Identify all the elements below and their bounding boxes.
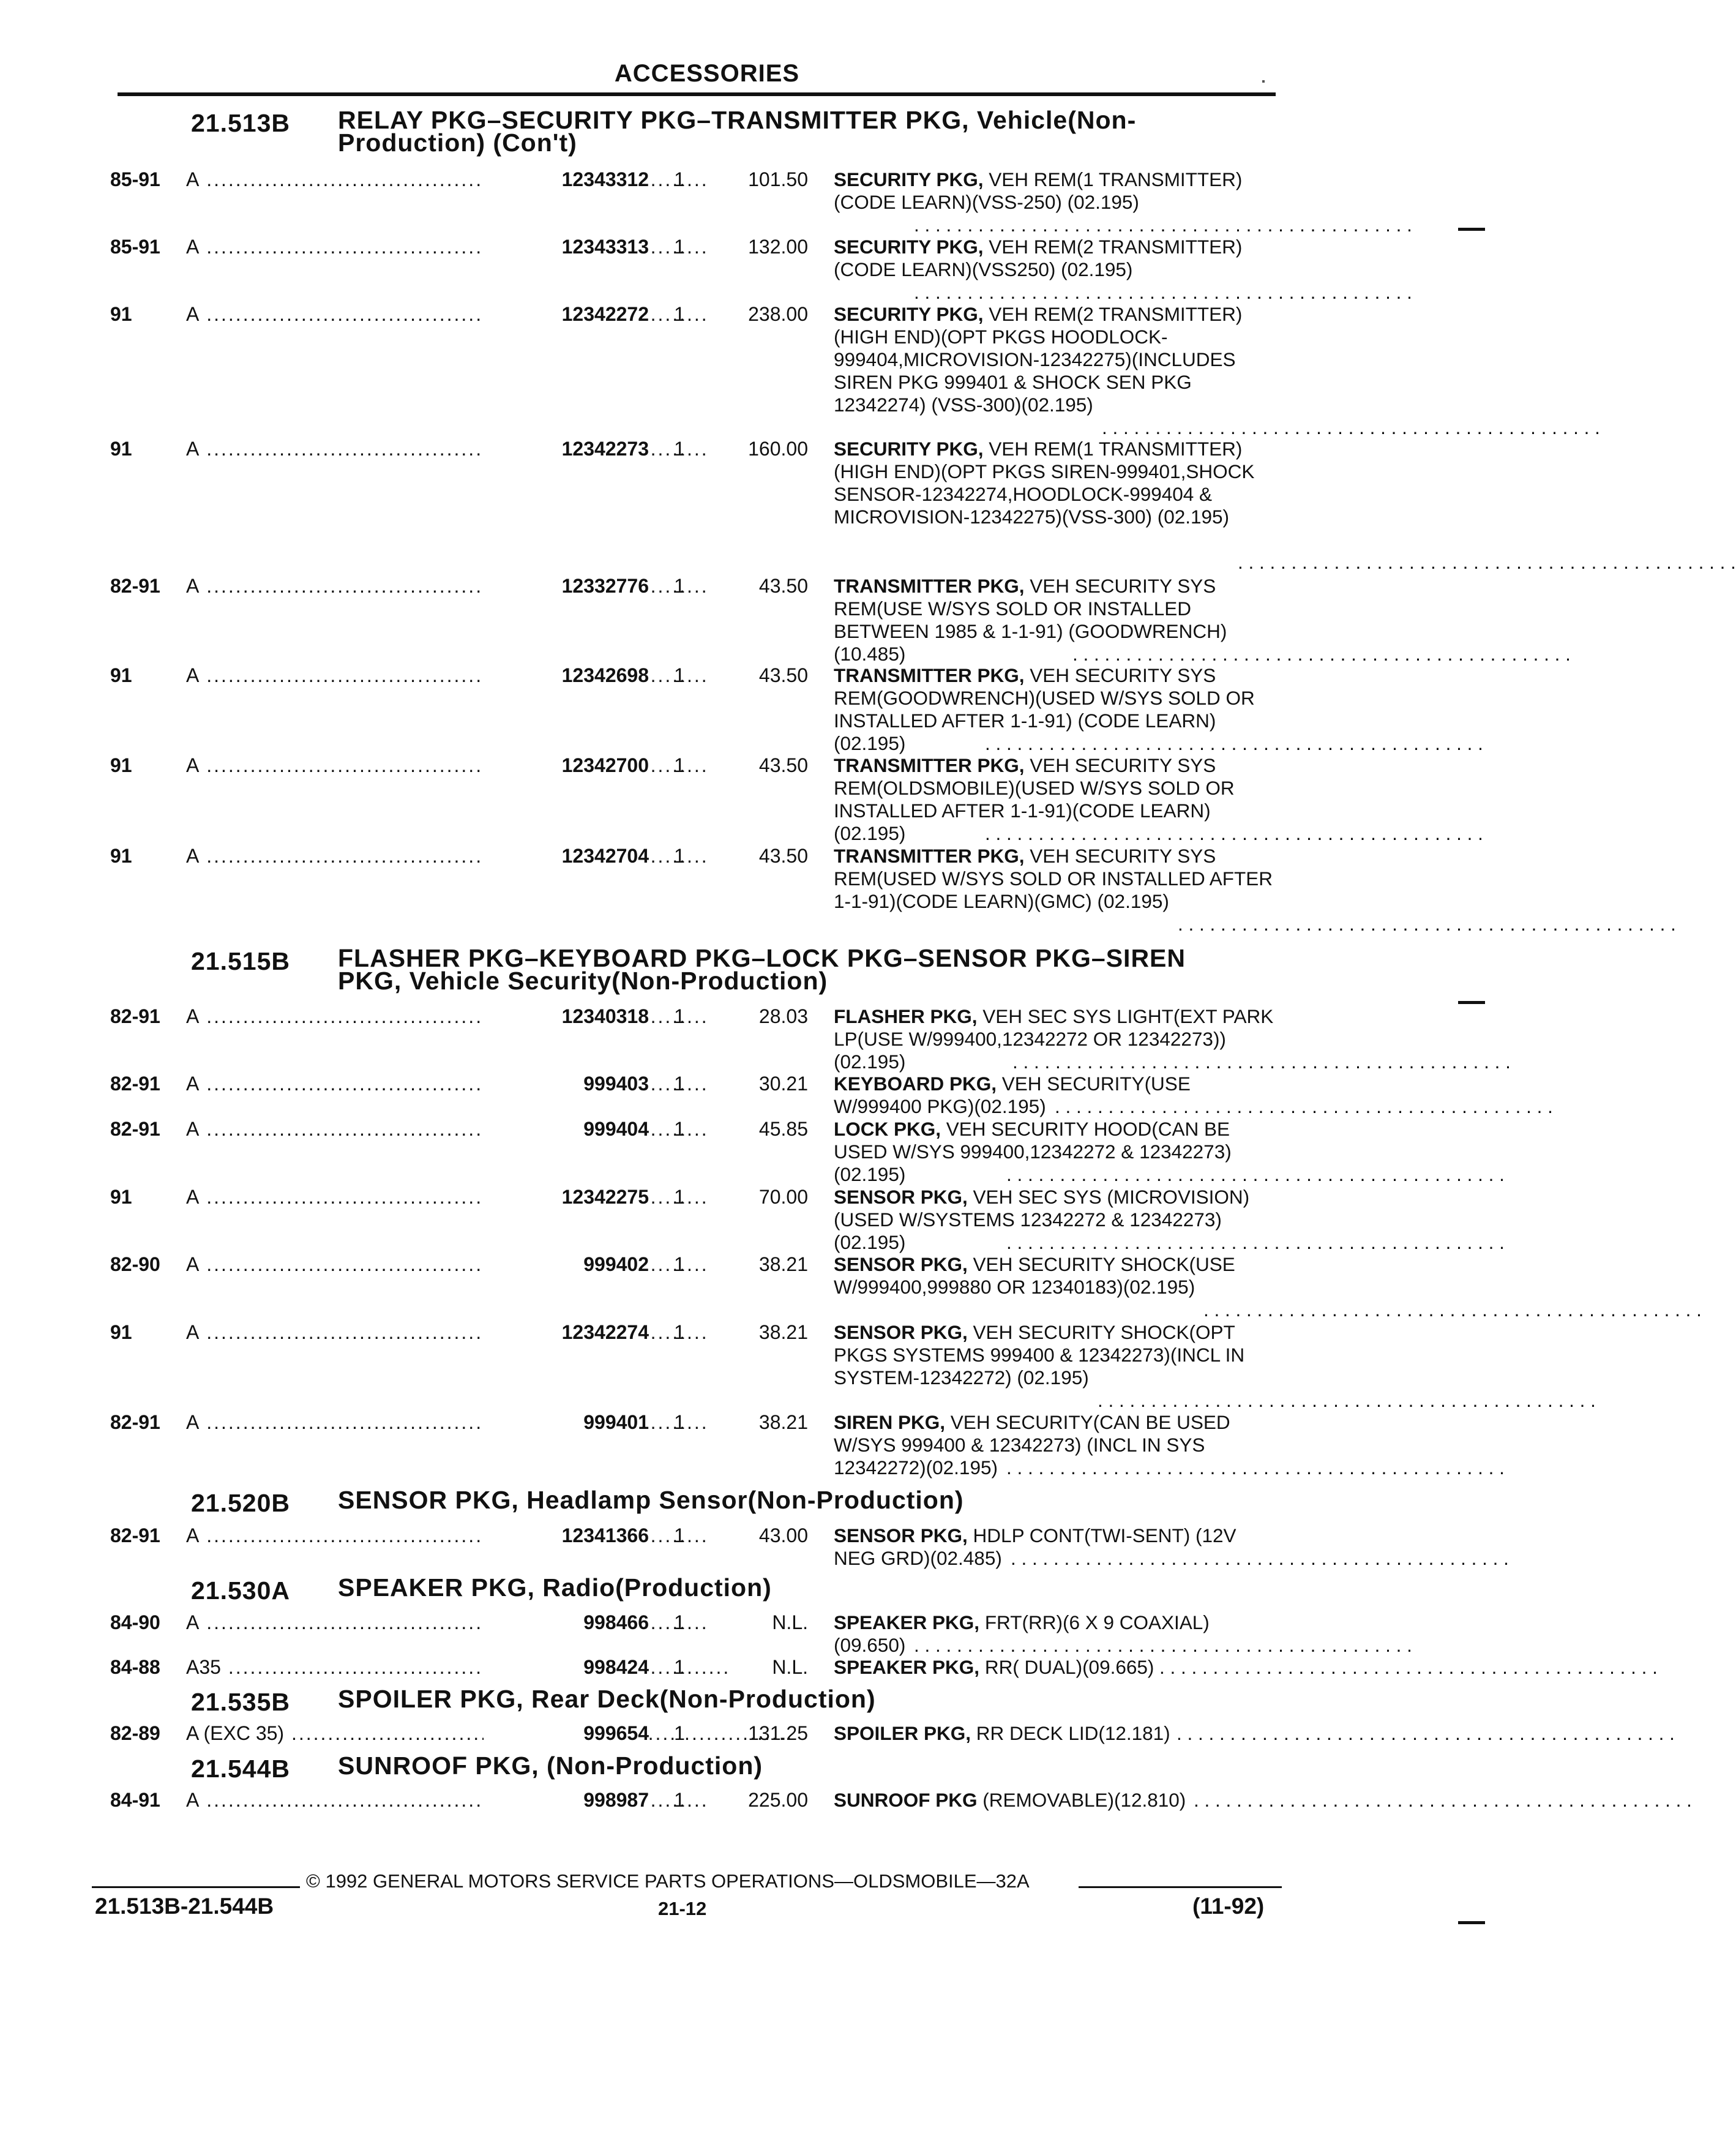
price: N.L.: [772, 1611, 808, 1633]
quantity: 1: [674, 1186, 685, 1208]
description-text: VEH SEC SYS (MICROVISION)(USED W/SYSTEMS 12342272 & 12342273)(02.195): [834, 1186, 1250, 1253]
model-years: 82-91: [110, 1524, 160, 1546]
model-code: A .....: [186, 1073, 517, 1095]
description-text: VEH SECURITY SHOCK(USE W/999400,999880 OR 12340183)(02.195): [834, 1253, 1235, 1298]
part-description: [834, 303, 1274, 416]
model-years: 84-91: [110, 1789, 160, 1811]
dot-leader: . . . . . . . . . . . . . . . . . . . . . . . . . . . . . . . . . . . . . . . . . . . . . . .: [1159, 1656, 1658, 1678]
part-number: 12341366: [484, 1524, 649, 1547]
description-keyword: KEYBOARD PKG,: [834, 1073, 997, 1095]
footer-revision-date: (11-92): [1192, 1894, 1265, 1919]
model-code: A35 .....: [186, 1656, 517, 1679]
description-text: VEH SECURITY SYS REM(GOODWRENCH)(USED W/SYS SOLD OR INSTALLED AFTER 1-1-91) (CODE LEARN)(02.195): [834, 664, 1255, 754]
model-years: 84-90: [110, 1611, 160, 1633]
model-years: 91: [110, 1321, 132, 1343]
section-code: 21.535B: [191, 1688, 291, 1716]
revision-mark: [1458, 1001, 1485, 1004]
part-number: 12342704: [484, 845, 649, 868]
model-years: 91: [110, 754, 132, 776]
description-text: VEH REM(1 TRANSMITTER)(HIGH END)(OPT PKGS SIREN-999401,SHOCK SENSOR-12342274,HOODLOCK-999404 & MICROVISION-12342275)(VSS-300) (02.195): [834, 438, 1255, 528]
model-years: 91: [110, 438, 132, 460]
part-number: 998424: [484, 1656, 649, 1679]
description-text: RR DECK LID(12.181): [971, 1722, 1170, 1744]
part-number: 12342275: [484, 1186, 649, 1209]
description-text: FRT(RR)(6 X 9 COAXIAL) (09.650): [834, 1611, 1210, 1656]
model-years: 91: [110, 845, 132, 867]
model-code: A .....: [186, 754, 517, 777]
quantity: 1: [674, 1411, 685, 1433]
section-title: SENSOR PKG, Headlamp Sensor(Non-Production): [338, 1486, 964, 1514]
model-code: A .....: [186, 1253, 517, 1276]
model-years: 85-91: [110, 168, 160, 190]
model-code: A .....: [186, 438, 517, 460]
quantity: 1: [674, 1656, 685, 1678]
dot-leader: . . . . . . . . . . . . . . . . . . . . . . . . . . . . . . . . . . . . . . . . . . . . . . .: [914, 214, 1412, 236]
section-code: 21.530A: [191, 1576, 291, 1605]
part-description: [834, 438, 1274, 528]
description-keyword: SENSOR PKG,: [834, 1321, 968, 1343]
description-keyword: SUNROOF PKG: [834, 1789, 978, 1811]
description-keyword: TRANSMITTER PKG,: [834, 754, 1025, 776]
dot-leader: . . . . . . . . . . . . . . . . . . . . . . . . . . . . . . . . . . . . . . . . . . . . . . .: [1102, 416, 1600, 438]
page-title: ACCESSORIES: [614, 60, 800, 87]
section-code: 21.544B: [191, 1755, 291, 1783]
description-text: VEH REM(2 TRANSMITTER)(HIGH END)(OPT PKGS HOODLOCK-999404,MICROVISION-12342275)(INCLUDES SIREN PKG 999401 & SHOCK SEN PKG 12342274) (VSS-300)(02.195): [834, 303, 1243, 416]
description-text: VEH SECURITY SYS REM(USED W/SYS SOLD OR INSTALLED AFTER 1-1-91)(CODE LEARN)(GMC) (02.195): [834, 845, 1273, 912]
scan-speck: [1262, 80, 1265, 83]
part-number: 999404: [484, 1118, 649, 1141]
price: 38.21: [758, 1321, 808, 1343]
model-years: 91: [110, 664, 132, 686]
price: 38.21: [758, 1253, 808, 1275]
quantity: 1: [674, 1253, 685, 1275]
part-description: [834, 1321, 1274, 1389]
quantity: 1: [674, 1524, 685, 1546]
footer-rule-right: [1079, 1886, 1282, 1888]
part-number: 12343312: [484, 168, 649, 191]
price: 101.50: [748, 168, 808, 190]
description-keyword: SECURITY PKG,: [834, 438, 984, 460]
model-code: A .....: [186, 1789, 517, 1812]
part-number: 12342274: [484, 1321, 649, 1344]
description-text: VEH SECURITY(USE W/999400 PKG)(02.195): [834, 1073, 1191, 1117]
section-code: 21.515B: [191, 947, 291, 975]
revision-mark: [1458, 1921, 1485, 1924]
part-number: 12343313: [484, 236, 649, 258]
dot-leader: . . . . . . . . . . . . . . . . . . . . . . . . . . . . . . . . . . . . . . . . . . . . . . .: [914, 281, 1412, 303]
description-text: (REMOVABLE)(12.810): [977, 1789, 1186, 1811]
dot-leader: . . . . . . . . . . . . . . . . . . . . . . . . . . . . . . . . . . . . . . . . . . . . . . .: [1098, 1389, 1596, 1411]
quantity: 1: [674, 1321, 685, 1343]
description-text: VEH REM(1 TRANSMITTER)(CODE LEARN)(VSS-250) (02.195): [834, 168, 1243, 213]
quantity: 1: [674, 236, 685, 258]
model-code: A .....: [186, 1118, 517, 1141]
price: 45.85: [758, 1118, 808, 1140]
footer-section-range: 21.513B-21.544B: [95, 1894, 274, 1919]
dot-leader: . . . . . . . . . . . . . . . . . . . . . . . . . . . . . . . . . . . . . . . . . . . . . . .: [1177, 1722, 1675, 1744]
price: 225.00: [748, 1789, 808, 1811]
model-years: 84-88: [110, 1656, 160, 1678]
price: 30.21: [758, 1073, 808, 1095]
part-number: 998987: [484, 1789, 649, 1812]
dot-leader: . . . . . . . . . . . . . . . . . . . . . . . . . . . . . . . . . . . . . . . . . . . . . . .: [1006, 1163, 1505, 1185]
model-code: A (EXC 35) .....: [186, 1722, 517, 1745]
description-keyword: SPEAKER PKG,: [834, 1656, 980, 1678]
model-code: A .....: [186, 236, 517, 258]
footer-page-number: 21-12: [658, 1898, 707, 1919]
dot-leader: . . . . . . . . . . . . . . . . . . . . . . . . . . . . . . . . . . . . . . . . . . . . . . .: [1238, 551, 1736, 573]
quantity: 1: [674, 1118, 685, 1140]
model-code: A .....: [186, 1411, 517, 1434]
description-keyword: SENSOR PKG,: [834, 1524, 968, 1546]
quantity: 1: [674, 845, 685, 867]
quantity: 1: [674, 664, 685, 686]
description-text: VEH SECURITY(CAN BE USED W/SYS 999400 & 12342273) (INCL IN SYS 12342272)(02.195): [834, 1411, 1230, 1479]
section-title: SUNROOF PKG, (Non-Production): [338, 1752, 763, 1780]
model-years: 82-89: [110, 1722, 160, 1744]
description-keyword: SENSOR PKG,: [834, 1186, 968, 1208]
model-code: A .....: [186, 575, 517, 598]
price: 131.25: [748, 1722, 808, 1744]
model-code: A .....: [186, 1611, 517, 1634]
price: 38.21: [758, 1411, 808, 1433]
description-keyword: SECURITY PKG,: [834, 236, 984, 258]
description-keyword: SPEAKER PKG,: [834, 1611, 980, 1633]
description-text: RR( DUAL)(09.665): [979, 1656, 1154, 1678]
footer-copyright: © 1992 GENERAL MOTORS SERVICE PARTS OPERATIONS—OLDSMOBILE—32A: [306, 1870, 1030, 1892]
price: 238.00: [748, 303, 808, 325]
price: 28.03: [758, 1005, 808, 1027]
price: 43.50: [758, 845, 808, 867]
price: 160.00: [748, 438, 808, 460]
dot-leader: . . . . . . . . . . . . . . . . . . . . . . . . . . . . . . . . . . . . . . . . . . . . . . .: [1011, 1547, 1509, 1569]
description-keyword: TRANSMITTER PKG,: [834, 664, 1025, 686]
model-years: 91: [110, 1186, 132, 1208]
dot-leader: . . . . . . . . . . . . . . . . . . . . . . . . . . . . . . . . . . . . . . . . . . . . . . .: [1006, 1231, 1505, 1253]
description-keyword: SECURITY PKG,: [834, 168, 984, 190]
revision-mark: [1458, 228, 1485, 231]
description-text: VEH SECURITY SHOCK(OPT PKGS SYSTEMS 999400 & 12342273)(INCL IN SYSTEM-12342272) (02.195): [834, 1321, 1245, 1389]
footer-rule-left: [92, 1886, 300, 1888]
part-number: 12342272: [484, 303, 649, 326]
description-keyword: FLASHER PKG,: [834, 1005, 978, 1027]
description-text: VEH REM(2 TRANSMITTER)(CODE LEARN)(VSS250) (02.195): [834, 236, 1243, 280]
quantity: 1: [674, 1005, 685, 1027]
part-number: 12342698: [484, 664, 649, 687]
description-text: VEH SECURITY HOOD(CAN BE USED W/SYS 999400,12342272 & 12342273)(02.195): [834, 1118, 1232, 1185]
part-description: [834, 236, 1274, 281]
dot-leader: . . . . . . . . . . . . . . . . . . . . . . . . . . . . . . . . . . . . . . . . . . . . . . .: [1072, 643, 1571, 665]
model-code: A .....: [186, 664, 517, 687]
section-code: 21.520B: [191, 1489, 291, 1517]
section-title: SPEAKER PKG, Radio(Production): [338, 1573, 772, 1602]
dot-leader: . . . . . . . . . . . . . . . . . . . . . . . . . . . . . . . . . . . . . . . . . . . . . . .: [1055, 1095, 1553, 1117]
part-number: 12340318: [484, 1005, 649, 1028]
header-rule: [118, 92, 1276, 96]
dot-leader: . . . . . . . . . . . . . . . . . . . . . . . . . . . . . . . . . . . . . . . . . . . . . . .: [1178, 913, 1676, 935]
part-number: 999402: [484, 1253, 649, 1276]
quantity: 1: [674, 168, 685, 190]
description-text: VEH SEC SYS LIGHT(EXT PARK LP(USE W/999400,12342272 OR 12342273))(02.195): [834, 1005, 1274, 1073]
model-years: 91: [110, 303, 132, 325]
section-code: 21.513B: [191, 109, 291, 137]
dot-leader: . . . . . . . . . . . . . . . . . . . . . . . . . . . . . . . . . . . . . . . . . . . . . . .: [1006, 1456, 1505, 1479]
model-years: 82-91: [110, 1005, 160, 1027]
description-keyword: SPOILER PKG,: [834, 1722, 971, 1744]
part-description: [834, 168, 1274, 214]
model-years: 82-90: [110, 1253, 160, 1275]
dot-leader: . . . . . . . . . . . . . . . . . . . . . . . . . . . . . . . . . . . . . . . . . . . . . . .: [1012, 1051, 1511, 1073]
part-number: 998466: [484, 1611, 649, 1634]
description-keyword: LOCK PKG,: [834, 1118, 941, 1140]
quantity: 1: [674, 575, 685, 597]
quantity: 1: [674, 1611, 685, 1633]
model-years: 85-91: [110, 236, 160, 258]
model-code: A .....: [186, 1524, 517, 1547]
description-keyword: TRANSMITTER PKG,: [834, 845, 1025, 867]
price: 132.00: [748, 236, 808, 258]
part-number: 999403: [484, 1073, 649, 1095]
model-years: 82-91: [110, 575, 160, 597]
model-code: A .....: [186, 1186, 517, 1209]
part-description: [834, 845, 1274, 913]
model-years: 82-91: [110, 1411, 160, 1433]
quantity: 1: [674, 1073, 685, 1095]
price: 70.00: [758, 1186, 808, 1208]
part-number: 999654: [484, 1722, 649, 1745]
dot-leader: . . . . . . . . . . . . . . . . . . . . . . . . . . . . . . . . . . . . . . . . . . . . . . .: [914, 1634, 1412, 1656]
model-code: A .....: [186, 1321, 517, 1344]
description-keyword: SENSOR PKG,: [834, 1253, 968, 1275]
description-text: HDLP CONT(TWI-SENT) (12V NEG GRD)(02.485): [834, 1524, 1237, 1569]
price: 43.00: [758, 1524, 808, 1546]
description-keyword: SIREN PKG,: [834, 1411, 946, 1433]
section-title: SPOILER PKG, Rear Deck(Non-Production): [338, 1685, 876, 1713]
description-keyword: TRANSMITTER PKG,: [834, 575, 1025, 597]
description-text: VEH SECURITY SYS REM(USE W/SYS SOLD OR INSTALLED BETWEEN 1985 & 1-1-91) (GOODWRENCH)(10.485): [834, 575, 1227, 665]
model-years: 82-91: [110, 1118, 160, 1140]
model-years: 82-91: [110, 1073, 160, 1095]
quantity: 1: [674, 754, 685, 776]
section-title: RELAY PKG–SECURITY PKG–TRANSMITTER PKG, Vehicle(Non-Production) (Con't): [338, 106, 1137, 157]
part-number: 12342273: [484, 438, 649, 460]
description-text: VEH SECURITY SYS REM(OLDSMOBILE)(USED W/SYS SOLD OR INSTALLED AFTER 1-1-91)(CODE LEARN)(02.195): [834, 754, 1235, 844]
dot-leader: . . . . . . . . . . . . . . . . . . . . . . . . . . . . . . . . . . . . . . . . . . . . . . .: [1194, 1789, 1692, 1811]
part-description: [834, 1253, 1274, 1299]
dot-leader: . . . . . . . . . . . . . . . . . . . . . . . . . . . . . . . . . . . . . . . . . . . . . . .: [985, 822, 1483, 844]
model-code: A .....: [186, 845, 517, 868]
part-number: 999401: [484, 1411, 649, 1434]
quantity: 1: [674, 1789, 685, 1811]
price: 43.50: [758, 754, 808, 776]
model-code: A .....: [186, 303, 517, 326]
price: 43.50: [758, 575, 808, 597]
part-number: 12332776: [484, 575, 649, 598]
price: N.L.: [772, 1656, 808, 1678]
description-keyword: SECURITY PKG,: [834, 303, 984, 325]
model-code: A .....: [186, 168, 517, 191]
price: 43.50: [758, 664, 808, 686]
dot-leader: . . . . . . . . . . . . . . . . . . . . . . . . . . . . . . . . . . . . . . . . . . . . . . .: [1203, 1299, 1702, 1321]
quantity: 1: [674, 438, 685, 460]
quantity: 1: [674, 1722, 685, 1744]
part-number: 12342700: [484, 754, 649, 777]
dot-leader: . . . . . . . . . . . . . . . . . . . . . . . . . . . . . . . . . . . . . . . . . . . . . . .: [985, 732, 1483, 754]
section-title: FLASHER PKG–KEYBOARD PKG–LOCK PKG–SENSOR PKG–SIREN PKG, Vehicle Security(Non-Production): [338, 944, 1186, 995]
quantity: 1: [674, 303, 685, 325]
model-code: A .....: [186, 1005, 517, 1028]
